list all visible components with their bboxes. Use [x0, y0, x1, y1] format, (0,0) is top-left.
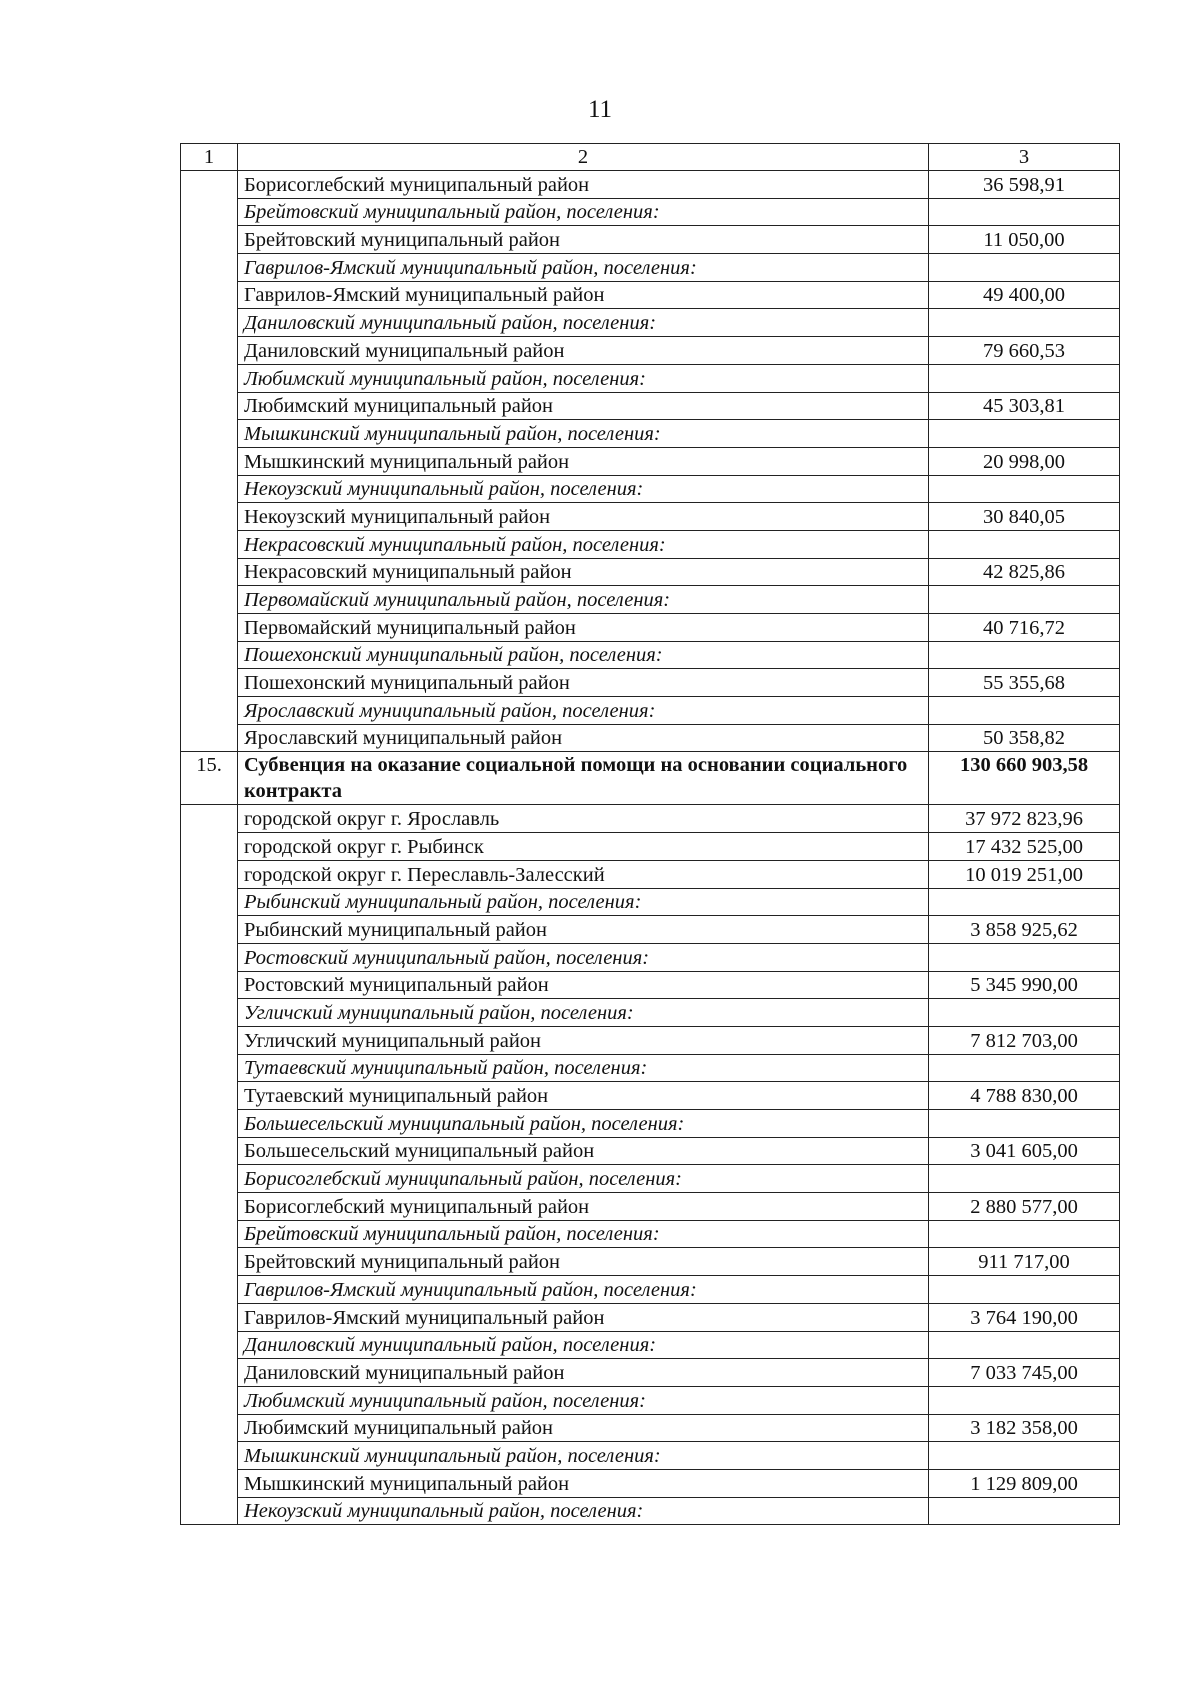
row-number-cell	[181, 364, 238, 392]
group-heading-row	[181, 1220, 1120, 1248]
row-amount-cell: 4 788 830,00	[929, 1082, 1120, 1110]
row-number-cell	[181, 1276, 238, 1304]
row-name-cell: Некрасовский муниципальный район, поселения:	[238, 530, 929, 558]
row-name-cell: Некоузский муниципальный район	[238, 503, 929, 531]
row-amount-cell: 5 345 990,00	[929, 971, 1120, 999]
row-amount-cell: 3 041 605,00	[929, 1137, 1120, 1165]
row-number-cell	[181, 1193, 238, 1221]
row-number-cell	[181, 309, 238, 337]
row-amount-cell: 1 129 809,00	[929, 1469, 1120, 1497]
group-heading-row	[181, 1386, 1120, 1414]
row-amount-cell	[929, 420, 1120, 448]
group-heading-row	[181, 1442, 1120, 1470]
row-number-cell	[181, 420, 238, 448]
group-heading-row	[181, 1165, 1120, 1193]
table-row	[181, 558, 1120, 586]
row-amount-cell: 79 660,53	[929, 337, 1120, 365]
row-number-cell	[181, 1110, 238, 1138]
row-name-cell: Мышкинский муниципальный район	[238, 1469, 929, 1497]
table-row	[181, 1248, 1120, 1276]
group-heading-row	[181, 1276, 1120, 1304]
row-name-cell: Брейтовский муниципальный район	[238, 226, 929, 254]
row-name-cell: Тутаевский муниципальный район, поселения:	[238, 1054, 929, 1082]
row-number-cell	[181, 1414, 238, 1442]
row-amount-cell: 3 858 925,62	[929, 916, 1120, 944]
row-number-cell	[181, 198, 238, 226]
row-amount-cell: 45 303,81	[929, 392, 1120, 420]
row-name-cell: Любимский муниципальный район	[238, 392, 929, 420]
table-row	[181, 392, 1120, 420]
page-number: 11	[587, 96, 613, 123]
row-name-cell: Первомайский муниципальный район, поселения:	[238, 586, 929, 614]
row-number-cell	[181, 860, 238, 888]
row-amount-cell: 30 840,05	[929, 503, 1120, 531]
row-name-cell: Брейтовский муниципальный район	[238, 1248, 929, 1276]
row-amount-cell: 7 033 745,00	[929, 1359, 1120, 1387]
row-name-cell: Гаврилов-Ямский муниципальный район	[238, 1303, 929, 1331]
table-row	[181, 1414, 1120, 1442]
row-number-cell	[181, 1165, 238, 1193]
row-number-cell	[181, 971, 238, 999]
row-amount-cell: 20 998,00	[929, 447, 1120, 475]
row-amount-cell	[929, 999, 1120, 1027]
row-name-cell: Даниловский муниципальный район	[238, 337, 929, 365]
row-number-cell: 15.	[181, 752, 238, 805]
row-number-cell	[181, 888, 238, 916]
row-name-cell: Борисоглебский муниципальный район	[238, 171, 929, 199]
row-name-cell: Даниловский муниципальный район, поселения:	[238, 1331, 929, 1359]
row-amount-cell: 36 598,91	[929, 171, 1120, 199]
row-amount-cell	[929, 309, 1120, 337]
row-amount-cell: 42 825,86	[929, 558, 1120, 586]
row-number-cell	[181, 254, 238, 282]
table-row	[181, 1193, 1120, 1221]
row-amount-cell: 11 050,00	[929, 226, 1120, 254]
group-heading-row	[181, 309, 1120, 337]
row-name-cell: Гаврилов-Ямский муниципальный район	[238, 281, 929, 309]
row-name-cell: Любимский муниципальный район, поселения:	[238, 1386, 929, 1414]
row-number-cell	[181, 1054, 238, 1082]
row-amount-cell	[929, 1165, 1120, 1193]
row-number-cell	[181, 171, 238, 199]
table-row	[181, 337, 1120, 365]
row-name-cell: Мышкинский муниципальный район	[238, 447, 929, 475]
group-heading-row	[181, 254, 1120, 282]
row-amount-cell	[929, 641, 1120, 669]
row-amount-cell: 911 717,00	[929, 1248, 1120, 1276]
header-col-2: 2	[238, 144, 929, 171]
group-heading-row	[181, 943, 1120, 971]
row-number-cell	[181, 697, 238, 725]
row-number-cell	[181, 475, 238, 503]
row-number-cell	[181, 586, 238, 614]
row-number-cell	[181, 999, 238, 1027]
row-amount-cell: 130 660 903,58	[929, 752, 1120, 805]
row-number-cell	[181, 943, 238, 971]
group-heading-row	[181, 1110, 1120, 1138]
group-heading-row	[181, 888, 1120, 916]
group-heading-row	[181, 697, 1120, 725]
row-number-cell	[181, 833, 238, 861]
row-name-cell: городской округ г. Рыбинск	[238, 833, 929, 861]
row-name-cell: Даниловский муниципальный район, поселения:	[238, 309, 929, 337]
group-heading-row	[181, 420, 1120, 448]
row-amount-cell	[929, 697, 1120, 725]
row-amount-cell	[929, 530, 1120, 558]
table-row	[181, 833, 1120, 861]
row-number-cell	[181, 1220, 238, 1248]
row-name-cell: Большесельский муниципальный район	[238, 1137, 929, 1165]
row-name-cell: Некоузский муниципальный район, поселения:	[238, 475, 929, 503]
table-row	[181, 226, 1120, 254]
row-name-cell: Первомайский муниципальный район	[238, 614, 929, 642]
group-heading-row	[181, 530, 1120, 558]
row-number-cell	[181, 1386, 238, 1414]
row-number-cell	[181, 724, 238, 752]
row-number-cell	[181, 1497, 238, 1525]
row-number-cell	[181, 614, 238, 642]
row-name-cell: Угличский муниципальный район	[238, 1026, 929, 1054]
row-number-cell	[181, 1026, 238, 1054]
row-number-cell	[181, 805, 238, 833]
allocation-table	[180, 143, 1120, 1525]
row-amount-cell	[929, 1331, 1120, 1359]
row-name-cell: Любимский муниципальный район	[238, 1414, 929, 1442]
table-row	[181, 1082, 1120, 1110]
row-amount-cell: 17 432 525,00	[929, 833, 1120, 861]
table-row	[181, 281, 1120, 309]
row-number-cell	[181, 1248, 238, 1276]
table-row	[181, 1469, 1120, 1497]
section-row	[181, 752, 1120, 805]
table-row	[181, 1303, 1120, 1331]
row-amount-cell	[929, 1220, 1120, 1248]
table-row	[181, 447, 1120, 475]
table-row	[181, 171, 1120, 199]
row-number-cell	[181, 1442, 238, 1470]
row-amount-cell: 37 972 823,96	[929, 805, 1120, 833]
row-name-cell: Гаврилов-Ямский муниципальный район, поселения:	[238, 1276, 929, 1304]
row-name-cell: Ярославский муниципальный район, поселения:	[238, 697, 929, 725]
row-name-cell: Даниловский муниципальный район	[238, 1359, 929, 1387]
row-number-cell	[181, 281, 238, 309]
row-name-cell: Борисоглебский муниципальный район	[238, 1193, 929, 1221]
group-heading-row	[181, 1054, 1120, 1082]
row-name-cell: Субвенция на оказание социальной помощи на основании социального контракта	[238, 752, 929, 805]
row-amount-cell	[929, 943, 1120, 971]
row-number-cell	[181, 1359, 238, 1387]
row-number-cell	[181, 641, 238, 669]
header-col-1: 1	[181, 144, 238, 171]
row-amount-cell	[929, 198, 1120, 226]
row-amount-cell: 3 182 358,00	[929, 1414, 1120, 1442]
group-heading-row	[181, 1497, 1120, 1525]
row-name-cell: Пошехонский муниципальный район, поселения:	[238, 641, 929, 669]
row-number-cell	[181, 1303, 238, 1331]
row-name-cell: Ростовский муниципальный район	[238, 971, 929, 999]
row-name-cell: Ростовский муниципальный район, поселения:	[238, 943, 929, 971]
row-name-cell: Брейтовский муниципальный район, поселения:	[238, 198, 929, 226]
row-amount-cell	[929, 1497, 1120, 1525]
row-amount-cell	[929, 586, 1120, 614]
row-amount-cell: 10 019 251,00	[929, 860, 1120, 888]
row-amount-cell: 7 812 703,00	[929, 1026, 1120, 1054]
row-number-cell	[181, 337, 238, 365]
row-number-cell	[181, 558, 238, 586]
row-amount-cell	[929, 888, 1120, 916]
row-amount-cell	[929, 1442, 1120, 1470]
row-number-cell	[181, 447, 238, 475]
row-number-cell	[181, 392, 238, 420]
row-number-cell	[181, 1469, 238, 1497]
row-amount-cell: 40 716,72	[929, 614, 1120, 642]
group-heading-row	[181, 641, 1120, 669]
row-name-cell: Большесельский муниципальный район, поселения:	[238, 1110, 929, 1138]
row-name-cell: Мышкинский муниципальный район, поселения:	[238, 420, 929, 448]
row-amount-cell	[929, 364, 1120, 392]
table-header-row	[181, 144, 1120, 171]
table-row	[181, 1359, 1120, 1387]
table-row	[181, 805, 1120, 833]
row-name-cell: городской округ г. Переславль-Залесский	[238, 860, 929, 888]
row-name-cell: Некоузский муниципальный район, поселения:	[238, 1497, 929, 1525]
row-name-cell: Любимский муниципальный район, поселения:	[238, 364, 929, 392]
table-row	[181, 971, 1120, 999]
row-amount-cell: 50 358,82	[929, 724, 1120, 752]
row-number-cell	[181, 503, 238, 531]
row-name-cell: Угличский муниципальный район, поселения:	[238, 999, 929, 1027]
group-heading-row	[181, 1331, 1120, 1359]
row-name-cell: Рыбинский муниципальный район	[238, 916, 929, 944]
row-name-cell: Ярославский муниципальный район	[238, 724, 929, 752]
table-row	[181, 1026, 1120, 1054]
row-number-cell	[181, 916, 238, 944]
row-number-cell	[181, 1137, 238, 1165]
row-name-cell: Рыбинский муниципальный район, поселения:	[238, 888, 929, 916]
table-row	[181, 724, 1120, 752]
table-row	[181, 916, 1120, 944]
header-col-3: 3	[929, 144, 1120, 171]
row-name-cell: Брейтовский муниципальный район, поселения:	[238, 1220, 929, 1248]
row-name-cell: Мышкинский муниципальный район, поселения:	[238, 1442, 929, 1470]
group-heading-row	[181, 475, 1120, 503]
row-name-cell: Тутаевский муниципальный район	[238, 1082, 929, 1110]
row-name-cell: Некрасовский муниципальный район	[238, 558, 929, 586]
row-name-cell: городской округ г. Ярославль	[238, 805, 929, 833]
row-name-cell: Гаврилов-Ямский муниципальный район, поселения:	[238, 254, 929, 282]
group-heading-row	[181, 586, 1120, 614]
row-number-cell	[181, 1331, 238, 1359]
row-number-cell	[181, 226, 238, 254]
row-name-cell: Пошехонский муниципальный район	[238, 669, 929, 697]
group-heading-row	[181, 999, 1120, 1027]
row-name-cell: Борисоглебский муниципальный район, поселения:	[238, 1165, 929, 1193]
row-amount-cell	[929, 1054, 1120, 1082]
row-amount-cell: 2 880 577,00	[929, 1193, 1120, 1221]
row-number-cell	[181, 669, 238, 697]
table-row	[181, 614, 1120, 642]
row-amount-cell	[929, 254, 1120, 282]
row-amount-cell	[929, 1110, 1120, 1138]
group-heading-row	[181, 364, 1120, 392]
row-amount-cell: 55 355,68	[929, 669, 1120, 697]
group-heading-row	[181, 198, 1120, 226]
row-amount-cell	[929, 1276, 1120, 1304]
table-row	[181, 669, 1120, 697]
row-amount-cell	[929, 475, 1120, 503]
table-row	[181, 1137, 1120, 1165]
table-row	[181, 860, 1120, 888]
row-amount-cell	[929, 1386, 1120, 1414]
row-number-cell	[181, 530, 238, 558]
row-amount-cell: 3 764 190,00	[929, 1303, 1120, 1331]
row-amount-cell: 49 400,00	[929, 281, 1120, 309]
row-number-cell	[181, 1082, 238, 1110]
table-row	[181, 503, 1120, 531]
table-body	[181, 144, 1120, 1525]
